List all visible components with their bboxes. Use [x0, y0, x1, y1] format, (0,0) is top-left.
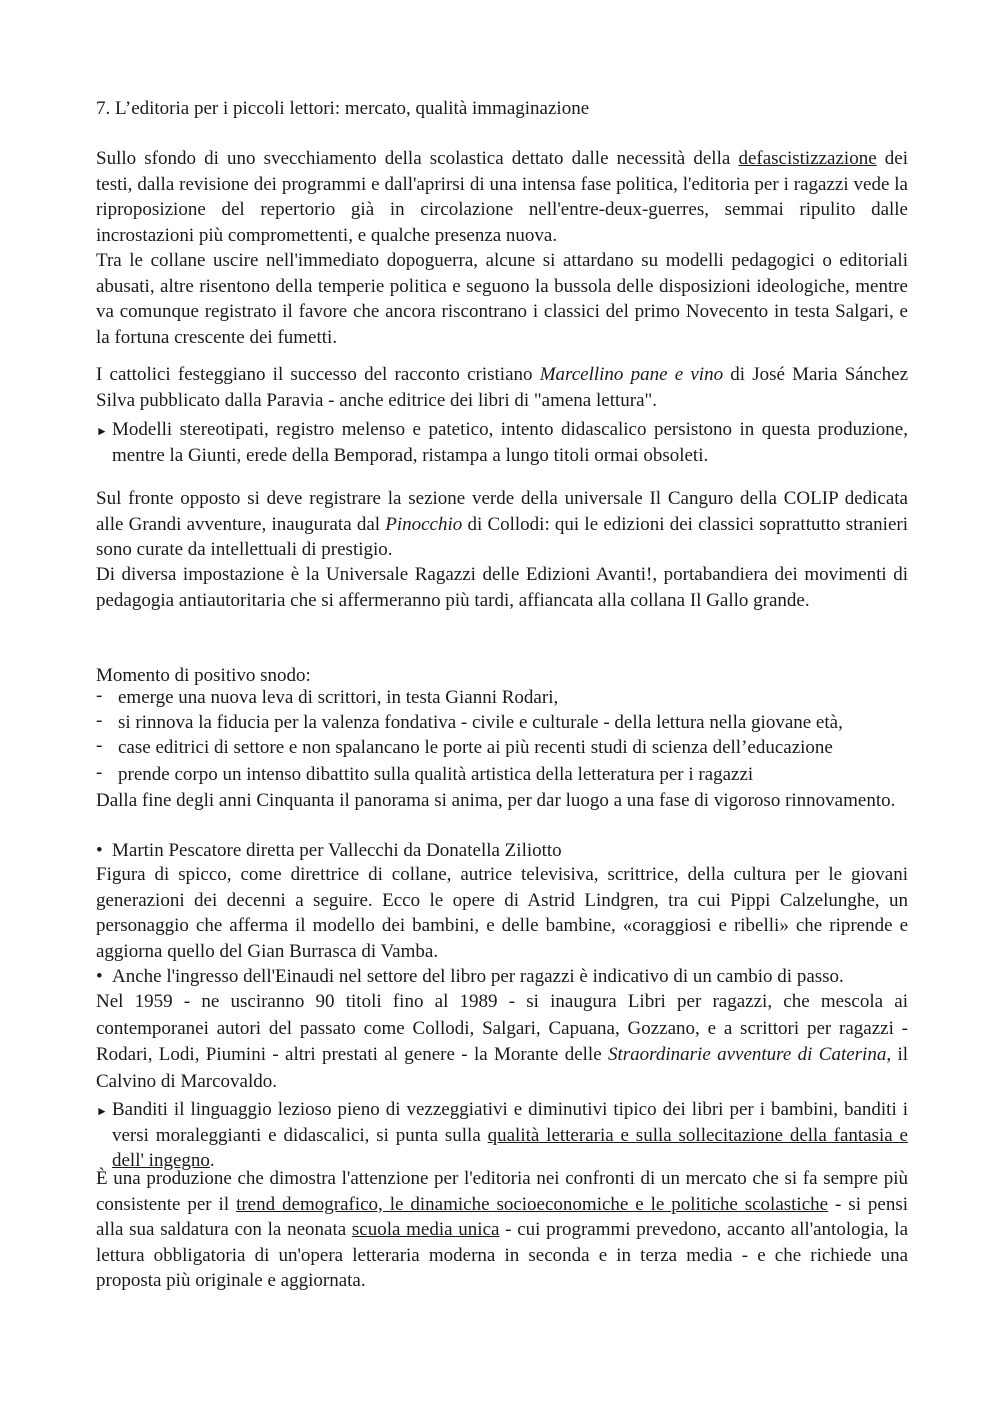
dash-item — [96, 735, 908, 761]
section-heading: 7. L’editoria per i piccoli lettori: mercato, qualità immaginazione — [96, 98, 590, 119]
paragraph-8: Figura di spicco, come direttrice di collane, autrice televisiva, scrittrice, della cultura per le giovani generazioni dei decenni a seguire. Ecco le opere di Astrid Lindgren, tra cui Pippi Calzelunghe, un personaggio che afferma il modello dei bambini, e delle bambine, «coraggiosi e ribelli» che riprende e aggiorna quello del Gian Burrasca di Vamba. — [96, 864, 908, 962]
dash-item-text: si rinnova la fiducia per la valenza fondativa - civile e culturale - della lettura nella giovane età, — [118, 712, 843, 733]
paragraph-10 — [96, 1166, 908, 1294]
arrow-marker-icon: ► — [96, 1104, 108, 1118]
dash-marker-icon: - — [96, 762, 103, 783]
paragraph-10-text-c: - cui programmi prevedono, accanto all'antologia, la lettura obbligatoria di un'opera letteraria moderna in seconda e in terza media - e che richiede una proposta più originale e aggiornata. — [96, 1219, 909, 1292]
bullet-item-2-text: Anche l'ingresso dell'Einaudi nel settore del libro per ragazzi è indicativo di un cambio di passo. — [112, 966, 844, 987]
arrow-item-2-text-a: Banditi il linguaggio lezioso pieno di vezzeggiativi e diminutivi tipico dei libri per i bambini, banditi i versi moraleggianti e didascalici, si punta sulla — [112, 1099, 908, 1146]
paragraph-1-text-a: Sullo sfondo di uno svecchiamento della scolastica dettato dalle necessità della — [96, 148, 739, 169]
paragraph-4-text-b: di Collodi: qui le edizioni dei classici soprattutto stranieri sono curate da intellettuali di prestigio. — [96, 513, 908, 561]
bullet-marker-icon: • — [96, 840, 103, 861]
arrow-item-2-text-b: . — [209, 1150, 215, 1172]
arrow-item-2-underlined: qualità letteraria e sulla sollecitazione della fantasia e dell' ingegno — [112, 1124, 908, 1172]
paragraph-1-underlined: defascistizzazione — [738, 148, 877, 169]
dash-item — [96, 762, 908, 788]
arrow-marker-icon: ► — [96, 424, 108, 438]
paragraph-9-text-a: Nel 1959 - ne usciranno 90 titoli fino al 1989 - si inaugura Libri per ragazzi, che mescola ai contemporanei autori del passato come Collodi, Salgari, Capuana, Gozzano, e a scrittori per ragazzi - Rodari, Lodi, Piumini - altri prestati al genere - la Morante delle — [96, 991, 908, 1065]
dash-item-text: emerge una nuova leva di scrittori, in testa Gianni Rodari, — [118, 687, 559, 708]
paragraph-9-title: Straordinarie avventure di Caterina — [608, 1044, 887, 1065]
paragraph-3-title: Marcellino pane e vino — [539, 364, 724, 385]
paragraph-4-title: Pinocchio — [385, 513, 463, 535]
dash-item — [96, 710, 908, 736]
paragraph-1-text-b: dei testi, dalla revisione dei programmi e dall'aprirsi di una intensa fase politica, l'editoria per i ragazzi vede la riproposizione del repertorio già in circolazione nell'entre-deux-guerres, semmai ripulito dalle incrostazioni più compromettenti, e qualche presenza nuova. — [96, 148, 908, 246]
dash-marker-icon: - — [96, 710, 103, 731]
paragraph-5: Di diversa impostazione è la Universale Ragazzi delle Edizioni Avanti!, portabandiera dei movimenti di pedagogia antiautoritaria che si affermeranno più tardi, affiancata alla collana Il Gallo grande. — [96, 564, 908, 611]
bullet-marker-icon: • — [96, 966, 103, 987]
dash-item-text: case editrici di settore e non spalancano le porte ai più recenti studi di scienza dell’educazione — [118, 737, 833, 758]
paragraph-4 — [96, 486, 908, 563]
arrow-item-1 — [96, 417, 908, 468]
paragraph-10-underlined-1: trend demografico, le dinamiche socioeconomiche e le politiche scolastiche — [236, 1193, 829, 1215]
dash-marker-icon: - — [96, 735, 103, 756]
paragraph-4-text-a: Sul fronte opposto si deve registrare la sezione verde della universale Il Canguro della COLIP dedicata alle Grandi avventure, inaugurata dal — [96, 488, 908, 535]
arrow-item-2 — [96, 1097, 908, 1174]
arrow-item-1-text: Modelli stereotipati, registro melenso e patetico, intento didascalico persistono in questa produzione, mentre la Giunti, erede della Bemporad, ristampa a lungo titoli ormai obsoleti. — [112, 419, 908, 466]
paragraph-3-text-a: I cattolici festeggiano il successo del racconto cristiano — [96, 364, 540, 385]
paragraph-9 — [96, 989, 908, 1095]
bullet-item-1-text: Martin Pescatore diretta per Vallecchi da Donatella Ziliotto — [112, 840, 562, 861]
dash-item — [96, 685, 908, 711]
paragraph-1 — [96, 146, 908, 248]
paragraph-3-text-b: di José Maria Sánchez Silva pubblicato dalla Paravia - anche editrice dei libri di "amena lettura". — [96, 364, 909, 411]
paragraph-6: Momento di positivo snodo: — [96, 665, 311, 686]
paragraph-10-text-a: È una produzione che dimostra l'attenzione per l'editoria nei confronti di un mercato che si fa sempre più consistente per il — [96, 1168, 908, 1215]
bullet-item-1 — [96, 838, 908, 864]
dash-item-text: prende corpo un intenso dibattito sulla qualità artistica della letteratura per i ragazzi — [118, 764, 754, 785]
dash-marker-icon: - — [96, 685, 103, 706]
paragraph-7: Dalla fine degli anni Cinquanta il panorama si anima, per dar luogo a una fase di vigoroso rinnovamento. — [96, 790, 896, 811]
paragraph-10-text-b: - si pensi alla sua saldatura con la neonata — [96, 1193, 909, 1241]
arrow-item-2-text — [112, 1097, 908, 1174]
paragraph-2: Tra le collane uscire nell'immediato dopoguerra, alcune si attardano su modelli pedagogici o editoriali abusati, altre risentono della temperie politica e seguono la bussola delle disposizioni ideologiche, mentre va comunque registrato il favore che ancora riscontrano i classici del primo Novecento in testa Salgari, e la fortuna crescente dei fumetti. — [96, 250, 908, 348]
paragraph-3 — [96, 362, 908, 413]
bullet-item-2 — [96, 964, 908, 990]
paragraph-10-underlined-2: scuola media unica — [351, 1219, 500, 1241]
paragraph-9-text-b: , il Calvino di Marcovaldo. — [96, 1044, 909, 1092]
